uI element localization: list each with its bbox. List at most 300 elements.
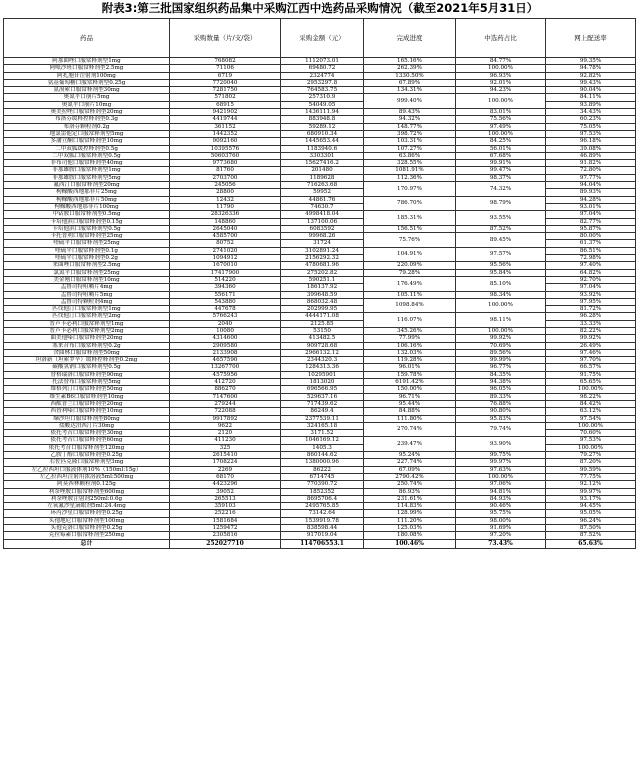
- drug-name-cell: 塞来昔布口服常释剂型0.2g: [4, 342, 170, 349]
- quantity-cell: 39052: [170, 488, 281, 495]
- table-row: [4, 517, 636, 524]
- amount-cell: 2966132.12: [281, 349, 364, 356]
- amount-cell: 8695706.4: [281, 495, 364, 502]
- quantity-cell: 4423296: [170, 481, 281, 488]
- drug-name-cell: 坦洛新（坦索罗辛）缓释控释剂型0.2mg: [4, 357, 170, 364]
- online-rate-cell: 87.52%: [546, 532, 636, 539]
- drug-name-cell: 缬沙坦口服常释剂型80mg: [4, 415, 170, 422]
- table-row: [4, 152, 636, 159]
- table-row: [4, 452, 636, 459]
- drug-name-cell: 二甲双胍口服常释剂型0.5g: [4, 152, 170, 159]
- progress-cell: 104.91%: [364, 247, 456, 262]
- table-row: [4, 145, 636, 152]
- share-cell: 99.97%: [456, 459, 546, 466]
- share-cell: 97.49%: [456, 123, 546, 130]
- share-cell: 67.68%: [456, 152, 546, 159]
- progress-cell: 119.28%: [364, 357, 456, 364]
- quantity-cell: 556171: [170, 291, 281, 298]
- drug-name-cell: 头孢地尼口服常释剂型100mg: [4, 517, 170, 524]
- progress-cell: 2790.42%: [364, 473, 456, 480]
- share-cell: 56.01%: [456, 145, 546, 152]
- amount-cell: 1046169.12: [281, 437, 364, 444]
- progress-cell: 176.49%: [364, 276, 456, 291]
- progress-cell: 345.26%: [364, 327, 456, 334]
- online-rate-cell: 91.75%: [546, 371, 636, 378]
- drug-name-cell: 非那雄胺口服常释剂型5mg: [4, 174, 170, 181]
- amount-cell: 2495765.85: [281, 503, 364, 510]
- table-row: [4, 459, 636, 466]
- drug-name-cell: 奥氮平口崩片10mg: [4, 101, 170, 108]
- drug-name-cell: 普芦卡必利口服常释剂型2mg: [4, 327, 170, 334]
- share-cell: 99.91%: [456, 160, 546, 167]
- drug-name-cell: 布洛芬缓释控释剂型0.3g: [4, 116, 170, 123]
- progress-cell: 79.28%: [364, 269, 456, 276]
- table-row: [4, 58, 636, 65]
- quantity-cell: 412720: [170, 379, 281, 386]
- total-row: [4, 539, 636, 548]
- quantity-cell: 13267700: [170, 364, 281, 371]
- amount-cell: 716263.68: [281, 182, 364, 189]
- progress-cell: 328.55%: [364, 160, 456, 167]
- drug-name-cell: 非那雄胺口服常释剂型1mg: [4, 167, 170, 174]
- progress-cell: 262.39%: [364, 65, 456, 72]
- online-rate-cell: 61.37%: [546, 240, 636, 247]
- progress-cell: 86.93%: [364, 488, 456, 495]
- amount-cell: 4998418.04: [281, 211, 364, 218]
- table-row: [4, 262, 636, 269]
- progress-cell: 96.01%: [364, 364, 456, 371]
- amount-cell: 15627416.2: [281, 160, 364, 167]
- quantity-cell: 411230: [170, 437, 281, 444]
- online-rate-cell: 93.92%: [546, 291, 636, 298]
- amount-cell: 413482.5: [281, 335, 364, 342]
- quantity-cell: 543880: [170, 298, 281, 305]
- table-row: [4, 211, 636, 218]
- amount-cell: 1380000.96: [281, 459, 364, 466]
- online-rate-cell: 99.92%: [546, 335, 636, 342]
- progress-cell: 67.89%: [364, 79, 456, 86]
- drug-name-cell: 西替利嗪口服常释剂型10mg: [4, 408, 170, 415]
- share-cell: 100.00%: [456, 130, 546, 137]
- share-cell: 91.69%: [456, 525, 546, 532]
- document-title: 附表3:第三批国家组织药品集中采购江西中选药品采购情况（截至2021年5月31日）: [101, 1, 539, 15]
- drug-name-cell: 碳酸氢钠口服常释剂型0.5g: [4, 364, 170, 371]
- progress-cell: 77.99%: [364, 335, 456, 342]
- table-body: [4, 58, 636, 549]
- drug-name-cell: 美金刚口服常释剂型10mg: [4, 276, 170, 283]
- online-rate-cell: 87.50%: [546, 525, 636, 532]
- progress-cell: 220.09%: [364, 262, 456, 269]
- drug-name-cell: 奥美拉唑口服常释剂型20mg: [4, 109, 170, 116]
- amount-cell: 137100.06: [281, 218, 364, 225]
- quantity-cell: 768082: [170, 58, 281, 65]
- online-rate-cell: 92.82%: [546, 72, 636, 79]
- table-row: [4, 473, 636, 480]
- online-rate-cell: 100.00%: [546, 444, 636, 451]
- drug-name-cell: 匹伐他汀口服常释剂型1mg: [4, 306, 170, 313]
- online-rate-cell: 80.00%: [546, 233, 636, 240]
- amount-cell: 1405.3: [281, 444, 364, 451]
- total-share-cell: 73.43%: [456, 539, 546, 548]
- quantity-cell: 2703700: [170, 174, 281, 181]
- table-row: [4, 116, 636, 123]
- amount-cell: 838598.44: [281, 525, 364, 532]
- share-cell: 97.57%: [456, 247, 546, 262]
- online-rate-cell: 33.33%: [546, 320, 636, 327]
- amount-cell: 86249.4: [281, 408, 364, 415]
- share-cell: 98.11%: [456, 313, 546, 328]
- quantity-cell: 4585700: [170, 233, 281, 240]
- drug-name-cell: 舍曲林口服常释剂型50mg: [4, 349, 170, 356]
- share-cell: 84.93%: [456, 495, 546, 502]
- total-online-cell: 65.63%: [546, 539, 636, 548]
- progress-cell: 227.74%: [364, 459, 456, 466]
- online-rate-cell: 65.65%: [546, 379, 636, 386]
- table-row: [4, 415, 636, 422]
- progress-cell: 105.11%: [364, 291, 456, 298]
- progress-cell: 148.77%: [364, 123, 456, 130]
- procurement-table: [3, 18, 636, 549]
- amount-cell: 2953297.8: [281, 79, 364, 86]
- drug-name-cell: 氯氮平口服常释剂型25mg: [4, 269, 170, 276]
- table-row: [4, 247, 636, 254]
- quantity-cell: 265513: [170, 495, 281, 502]
- quantity-cell: 359103: [170, 503, 281, 510]
- amount-cell: 31724: [281, 240, 364, 247]
- drug-name-cell: 右佐匹克隆口服常释剂型3mg: [4, 459, 170, 466]
- online-rate-cell: 95.87%: [546, 225, 636, 232]
- table-row: [4, 400, 636, 407]
- share-cell: 79.74%: [456, 422, 546, 437]
- amount-cell: 1813020: [281, 379, 364, 386]
- share-cell: 97.06%: [456, 481, 546, 488]
- quantity-cell: 9421902: [170, 109, 281, 116]
- table-row: [4, 437, 636, 444]
- table-row: [4, 393, 636, 400]
- quantity-cell: 71106: [170, 65, 281, 72]
- progress-cell: 107.27%: [364, 145, 456, 152]
- drug-name-cell: 奥氮平口崩片5mg: [4, 94, 170, 101]
- table-row: [4, 349, 636, 356]
- online-rate-cell: 97.95%: [546, 298, 636, 305]
- quantity-cell: 722088: [170, 408, 281, 415]
- drug-name-cell: 左乙拉西坦口服液体剂10%（150ml:15g）: [4, 466, 170, 473]
- progress-cell: 231.61%: [364, 495, 456, 502]
- drug-name-cell: 多潘立酮口服常释剂型10mg: [4, 138, 170, 145]
- table-row: [4, 327, 636, 334]
- progress-cell: 67.09%: [364, 466, 456, 473]
- table-row: [4, 364, 636, 371]
- progress-cell: 89.43%: [364, 109, 456, 116]
- share-cell: 83.01%: [456, 109, 546, 116]
- amount-cell: 6714745: [281, 473, 364, 480]
- amount-cell: 59952: [281, 189, 364, 196]
- table-row: [4, 269, 636, 276]
- amount-cell: 696566.95: [281, 386, 364, 393]
- online-rate-cell: 81.72%: [546, 306, 636, 313]
- table-row: [4, 167, 636, 174]
- drug-name-cell: 枸橼酸西地那非片100mg: [4, 203, 170, 210]
- drug-name-cell: 枸橼酸西地那非片50mg: [4, 196, 170, 203]
- drug-name-cell: 地氯雷他定口服常释剂型5mg: [4, 130, 170, 137]
- progress-cell: 63.86%: [364, 152, 456, 159]
- quantity-cell: 6719: [170, 72, 281, 79]
- progress-cell: 112.36%: [364, 174, 456, 181]
- table-row: [4, 276, 636, 283]
- online-rate-cell: 97.77%: [546, 174, 636, 181]
- amount-cell: 2125.85: [281, 320, 364, 327]
- online-rate-cell: 92.12%: [546, 481, 636, 488]
- online-rate-cell: 46.89%: [546, 152, 636, 159]
- progress-cell: 106.16%: [364, 342, 456, 349]
- quantity-cell: 4419744: [170, 116, 281, 123]
- drug-name-cell: 孟鲁司特颗粒剂4mg: [4, 298, 170, 305]
- amount-cell: 86222: [281, 466, 364, 473]
- progress-cell: 398.72%: [364, 130, 456, 137]
- online-rate-cell: 97.46%: [546, 349, 636, 356]
- online-rate-cell: 94.28%: [546, 196, 636, 203]
- online-rate-cell: 99.43%: [546, 79, 636, 86]
- share-cell: 97.63%: [456, 466, 546, 473]
- table-row: [4, 481, 636, 488]
- quantity-cell: 1094912: [170, 255, 281, 262]
- progress-cell: 132.03%: [364, 349, 456, 356]
- drug-name-cell: 曲美他嗪口服常释剂型20mg: [4, 335, 170, 342]
- amount-cell: 529637.16: [281, 393, 364, 400]
- amount-cell: 257310.9: [281, 94, 364, 101]
- quantity-cell: 2909580: [170, 342, 281, 349]
- table-row: [4, 79, 636, 86]
- total-progress-cell: 100.46%: [364, 539, 456, 548]
- progress-cell: 150.00%: [364, 386, 456, 393]
- amount-cell: 3171.52: [281, 430, 364, 437]
- amount-cell: 860144.62: [281, 452, 364, 459]
- quantity-cell: 2741020: [170, 247, 281, 254]
- drug-name-cell: 替格瑞洛口服常释剂型90mg: [4, 371, 170, 378]
- share-cell: 93.55%: [456, 211, 546, 226]
- progress-cell: 159.78%: [364, 371, 456, 378]
- table-row: [4, 94, 636, 101]
- total-quantity-cell: 252027710: [170, 539, 281, 548]
- amount-cell: 54049.05: [281, 101, 364, 108]
- quantity-cell: 252216: [170, 510, 281, 517]
- share-cell: 85.10%: [456, 276, 546, 291]
- online-rate-cell: 97.04%: [546, 284, 636, 291]
- drug-name-cell: 依托考昔口服常释剂型30mg: [4, 430, 170, 437]
- quantity-cell: 2133908: [170, 349, 281, 356]
- table-header-row: [4, 19, 636, 58]
- share-cell: 98.34%: [456, 291, 546, 298]
- progress-cell: 1098.84%: [364, 298, 456, 313]
- quantity-cell: 447678: [170, 306, 281, 313]
- quantity-cell: 4657590: [170, 357, 281, 364]
- table-row: [4, 386, 636, 393]
- share-cell: 90.80%: [456, 408, 546, 415]
- table-row: [4, 422, 636, 429]
- share-cell: 99.47%: [456, 167, 546, 174]
- online-rate-cell: 34.43%: [546, 109, 636, 116]
- progress-cell: 250.74%: [364, 481, 456, 488]
- amount-cell: 1189628: [281, 174, 364, 181]
- online-rate-cell: 93.17%: [546, 495, 636, 502]
- quantity-cell: 4575956: [170, 371, 281, 378]
- amount-cell: 74630.7: [281, 203, 364, 210]
- quantity-cell: 1708224: [170, 459, 281, 466]
- drug-name-cell: 喹硫平口服常释剂型0.2g: [4, 255, 170, 262]
- quantity-cell: 68170: [170, 473, 281, 480]
- share-cell: 94.38%: [456, 379, 546, 386]
- online-rate-cell: 99.35%: [546, 58, 636, 65]
- share-cell: 99.75%: [456, 452, 546, 459]
- share-cell: 94.81%: [456, 488, 546, 495]
- amount-cell: 770390.72: [281, 481, 364, 488]
- share-cell: 89.56%: [456, 349, 546, 356]
- progress-cell: 239.47%: [364, 437, 456, 452]
- online-rate-cell: 75.05%: [546, 123, 636, 130]
- drug-name-cell: 氨溴索口服常释剂型30mg: [4, 87, 170, 94]
- quantity-cell: 148860: [170, 218, 281, 225]
- online-rate-cell: 91.82%: [546, 160, 636, 167]
- online-rate-cell: 97.40%: [546, 262, 636, 269]
- table-row: [4, 408, 636, 415]
- table-row: [4, 503, 636, 510]
- share-cell: 74.32%: [456, 182, 546, 197]
- amount-cell: 53150: [281, 327, 364, 334]
- quantity-cell: 9622: [170, 422, 281, 429]
- amount-cell: 202999.95: [281, 306, 364, 313]
- online-rate-cell: 89.93%: [546, 189, 636, 196]
- progress-cell: 128.99%: [364, 510, 456, 517]
- share-cell: 84.25%: [456, 138, 546, 145]
- online-rate-cell: 84.11%: [546, 94, 636, 101]
- share-cell: 89.33%: [456, 393, 546, 400]
- share-cell: 100.00%: [456, 327, 546, 334]
- online-rate-cell: 84.42%: [546, 400, 636, 407]
- online-rate-cell: 86.51%: [546, 247, 636, 254]
- quantity-cell: 28326336: [170, 211, 281, 218]
- amount-cell: 10295901: [281, 371, 364, 378]
- quantity-cell: 28800: [170, 189, 281, 196]
- share-cell: 100.00%: [456, 298, 546, 313]
- amount-cell: 1436111.94: [281, 109, 364, 116]
- quantity-cell: 10080: [170, 327, 281, 334]
- progress-cell: 180.08%: [364, 532, 456, 539]
- share-cell: 94.23%: [456, 87, 546, 94]
- table-row: [4, 532, 636, 539]
- share-cell: 100.00%: [456, 65, 546, 72]
- online-rate-cell: 97.54%: [546, 415, 636, 422]
- share-cell: 100.00%: [456, 473, 546, 480]
- online-rate-cell: 97.53%: [546, 437, 636, 444]
- share-cell: 75.56%: [456, 116, 546, 123]
- amount-cell: 1284313.36: [281, 364, 364, 371]
- amount-cell: 1445653.44: [281, 138, 364, 145]
- table-row: [4, 65, 636, 72]
- progress-cell: 786.70%: [364, 196, 456, 211]
- drug-name-cell: 枸橼酸西地那非片25mg: [4, 189, 170, 196]
- quantity-cell: 80752: [170, 240, 281, 247]
- amount-cell: 3102891.24: [281, 247, 364, 254]
- online-rate-cell: 70.60%: [546, 430, 636, 437]
- amount-cell: 764583.75: [281, 87, 364, 94]
- table-row: [4, 174, 636, 181]
- online-rate-cell: 99.59%: [546, 466, 636, 473]
- drug-name-cell: 卡培他滨口服常释剂型0.15g: [4, 218, 170, 225]
- online-rate-cell: 87.20%: [546, 459, 636, 466]
- online-rate-cell: 96.28%: [546, 313, 636, 320]
- online-rate-cell: 93.01%: [546, 203, 636, 210]
- drug-name-cell: 利奈唑胺注射剂250ml:0.6g: [4, 495, 170, 502]
- share-cell: 95.56%: [456, 262, 546, 269]
- drug-name-cell: 克拉霉素口服常释剂型250mg: [4, 532, 170, 539]
- progress-cell: 111.20%: [364, 517, 456, 524]
- drug-name-cell: 甲钴胺口服常释剂型0.5mg: [4, 211, 170, 218]
- amount-cell: 590251.1: [281, 276, 364, 283]
- table-row: [4, 225, 636, 232]
- amount-cell: 3303301: [281, 152, 364, 159]
- drug-name-cell: 卡培他滨口服常释剂型0.5g: [4, 225, 170, 232]
- table-row: [4, 379, 636, 386]
- amount-cell: 883948.8: [281, 116, 364, 123]
- online-rate-cell: 72.98%: [546, 255, 636, 262]
- progress-cell: 156.51%: [364, 225, 456, 232]
- progress-cell: 170.97%: [364, 182, 456, 197]
- share-cell: 92.01%: [456, 79, 546, 86]
- table-row: [4, 130, 636, 137]
- quantity-cell: 50603760: [170, 152, 281, 159]
- share-cell: 93.90%: [456, 437, 546, 452]
- online-rate-cell: 100.00%: [546, 386, 636, 393]
- progress-cell: 185.31%: [364, 211, 456, 226]
- drug-name-cell: 孟鲁司特咀嚼片5mg: [4, 291, 170, 298]
- share-cell: 95.83%: [456, 415, 546, 422]
- col-header-progress: 完成进度: [364, 19, 456, 58]
- amount-cell: 44861.76: [281, 196, 364, 203]
- drug-name-cell: 依托考昔口服常释剂型60mg: [4, 437, 170, 444]
- amount-cell: 2156292.32: [281, 255, 364, 262]
- total-label-cell: 总计: [4, 539, 170, 548]
- table-row: [4, 495, 636, 502]
- progress-cell: 103.31%: [364, 138, 456, 145]
- amount-cell: 6083592: [281, 225, 364, 232]
- progress-cell: 125.03%: [364, 525, 456, 532]
- drug-name-cell: 氟西汀口服常释剂型20mg: [4, 182, 170, 189]
- online-rate-cell: 77.75%: [546, 473, 636, 480]
- quantity-cell: 1670010: [170, 262, 281, 269]
- amount-cell: 324165.18: [281, 422, 364, 429]
- drug-name-cell: 阿哌沙班口服常释剂型2.5mg: [4, 65, 170, 72]
- table-row: [4, 335, 636, 342]
- table-row: [4, 72, 636, 79]
- col-header-share: 中选药占比: [456, 19, 546, 58]
- quantity-cell: 2615410: [170, 452, 281, 459]
- online-rate-cell: 79.27%: [546, 452, 636, 459]
- share-cell: 98.00%: [456, 517, 546, 524]
- online-rate-cell: 64.82%: [546, 269, 636, 276]
- table-row: [4, 123, 636, 130]
- progress-cell: 1081.91%: [364, 167, 456, 174]
- amount-cell: 399648.59: [281, 291, 364, 298]
- quantity-cell: 514220: [170, 276, 281, 283]
- amount-cell: 868032.48: [281, 298, 364, 305]
- share-cell: 89.45%: [456, 233, 546, 248]
- quantity-cell: 325: [170, 444, 281, 451]
- amount-cell: 909728.68: [281, 342, 364, 349]
- amount-cell: 4780681.96: [281, 262, 364, 269]
- quantity-cell: 11790: [170, 203, 281, 210]
- table-row: [4, 488, 636, 495]
- share-cell: 98.79%: [456, 196, 546, 211]
